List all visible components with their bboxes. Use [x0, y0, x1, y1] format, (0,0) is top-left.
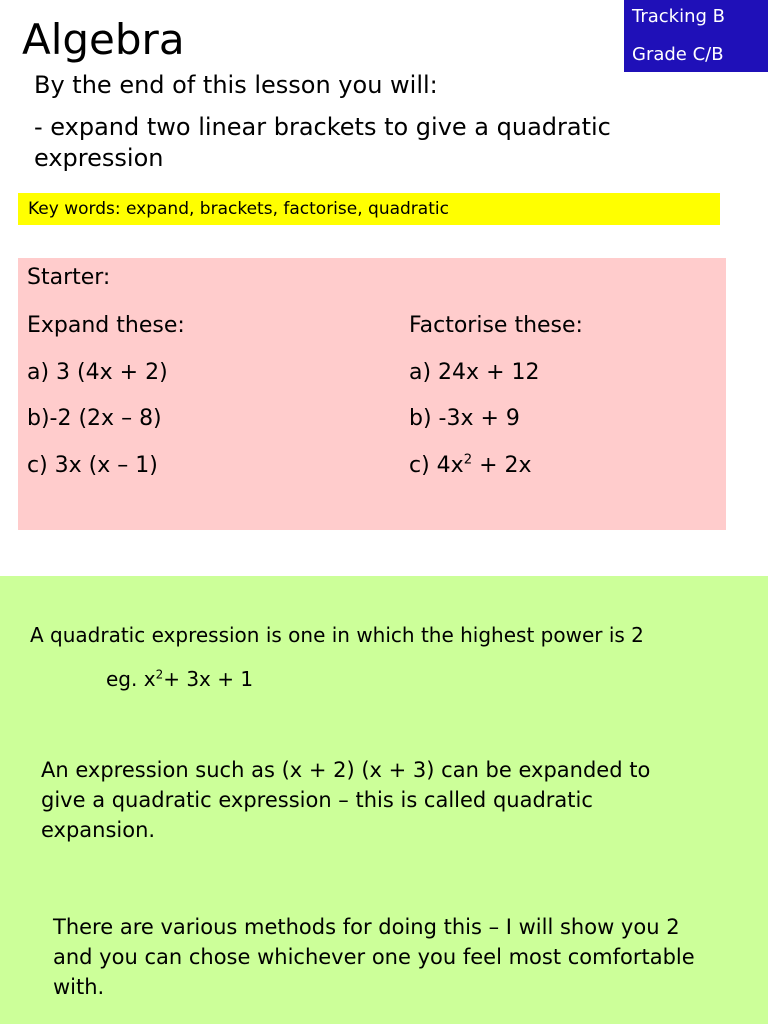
factorise-item-a: a) 24x + 12 — [409, 360, 540, 385]
expand-item-b: b)-2 (2x – 8) — [27, 406, 162, 431]
factorise-item-c-rest: + 2x — [472, 453, 532, 478]
lesson-intro: By the end of this lesson you will: — [34, 71, 438, 99]
tracking-label: Tracking B — [632, 6, 726, 27]
expand-item-a: a) 3 (4x + 2) — [27, 360, 168, 385]
factorise-heading: Factorise these: — [409, 313, 583, 338]
expand-item-c: c) 3x (x – 1) — [27, 453, 158, 478]
factorise-item-c-exponent: 2 — [463, 452, 473, 468]
grade-label: Grade C/B — [632, 44, 724, 65]
expansion-explanation: An expression such as (x + 2) (x + 3) can be expanded to give a quadratic expression – this is called quadratic expansion. — [41, 758, 651, 842]
keywords-banner: Key words: expand, brackets, factorise, quadratic — [18, 193, 720, 225]
quadratic-definition: A quadratic expression is one in which the highest power is 2 — [30, 623, 644, 647]
page-title: Algebra — [22, 15, 185, 64]
starter-heading: Starter: — [27, 265, 111, 290]
content-panel — [0, 576, 768, 1024]
tracking-badge — [624, 0, 768, 72]
factorise-item-c-base: c) 4x — [409, 453, 464, 478]
starter-panel — [18, 258, 726, 530]
example-exponent: 2 — [155, 667, 164, 682]
factorise-item-c — [409, 452, 532, 480]
example-rest: + 3x + 1 — [163, 667, 254, 691]
expand-heading: Expand these: — [27, 313, 185, 338]
example-base: eg. x — [106, 667, 156, 691]
lesson-objective: - expand two linear brackets to give a quadratic expression — [34, 113, 611, 172]
methods-explanation: There are various methods for doing this – I will show you 2 and you can chose whichever one you feel most comfortable with. — [53, 915, 695, 999]
factorise-item-b: b) -3x + 9 — [409, 406, 520, 431]
quadratic-example — [106, 664, 253, 694]
